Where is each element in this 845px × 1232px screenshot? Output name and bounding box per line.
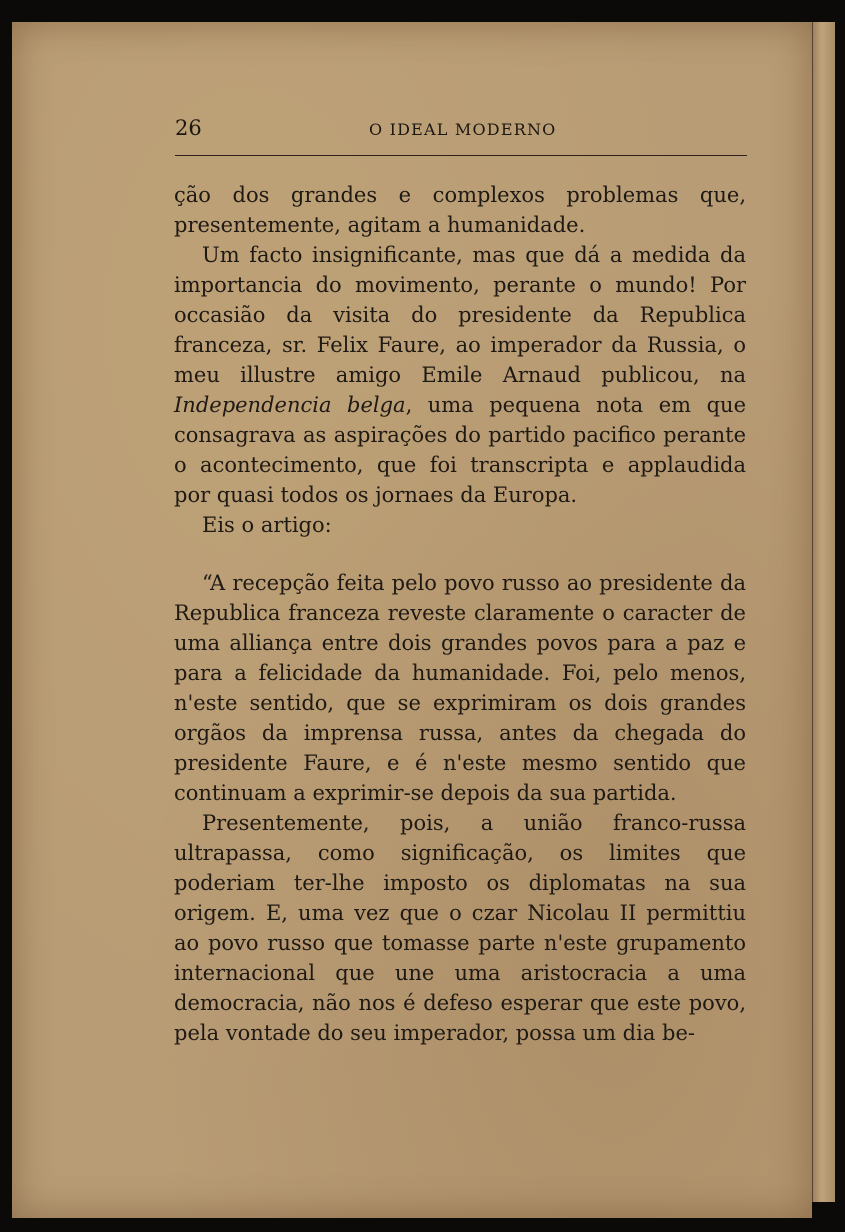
- header-rule: [175, 155, 747, 156]
- newspaper-title: Independencia belga: [174, 393, 406, 417]
- running-title: O IDEAL MODERNO: [369, 120, 557, 139]
- paragraph-2: [174, 240, 746, 510]
- body-text: [174, 180, 746, 1048]
- page-edge: [812, 22, 835, 1202]
- paragraph-1: ção dos grandes e complexos problemas que, presentemente, agitam a humanidade.: [174, 183, 746, 237]
- quote-paragraph-2: Presentemente, pois, a união franco-russa ultrapassa, como significação, os limites que poderiam ter-lhe imposto os diplomatas na sua origem. E, uma vez que o czar Nicolau II permittiu ao povo russo que tomasse parte n'este grupamento internacional que une uma aristocracia a uma democracia, não nos é defeso esperar que este povo, pela vontade do seu imperador, possa um dia be-: [174, 811, 746, 1045]
- page-header: [175, 116, 747, 146]
- paragraph-3: Eis o artigo:: [202, 513, 332, 537]
- paragraph-2-end: , uma pequena nota em que consagrava as aspirações do partido pacifico perante o acontecimento, que foi transcripta e applaudida por quasi todos os jornaes da Europa.: [174, 393, 746, 507]
- quote-paragraph-1: “A recepção feita pelo povo russo ao presidente da Republica franceza reveste claramente o caracter de uma alliança entre dois grandes povos para a paz e para a felicidade da humanidade. Foi, pelo menos, n'este sentido, que se exprimiram os dois grandes orgãos da imprensa russa, antes da chegada do presidente Faure, e é n'este mesmo sentido que continuam a exprimir-se depois da sua partida.: [174, 571, 746, 805]
- page-number: 26: [175, 116, 202, 140]
- paragraph-2-start: Um facto insignificante, mas que dá a medida da importancia do movimento, perante o mundo! Por occasião da visita do presidente da Republica franceza, sr. Felix Faure, ao imperador da Russia, o meu illustre amigo Emile Arnaud publicou, na: [174, 243, 746, 387]
